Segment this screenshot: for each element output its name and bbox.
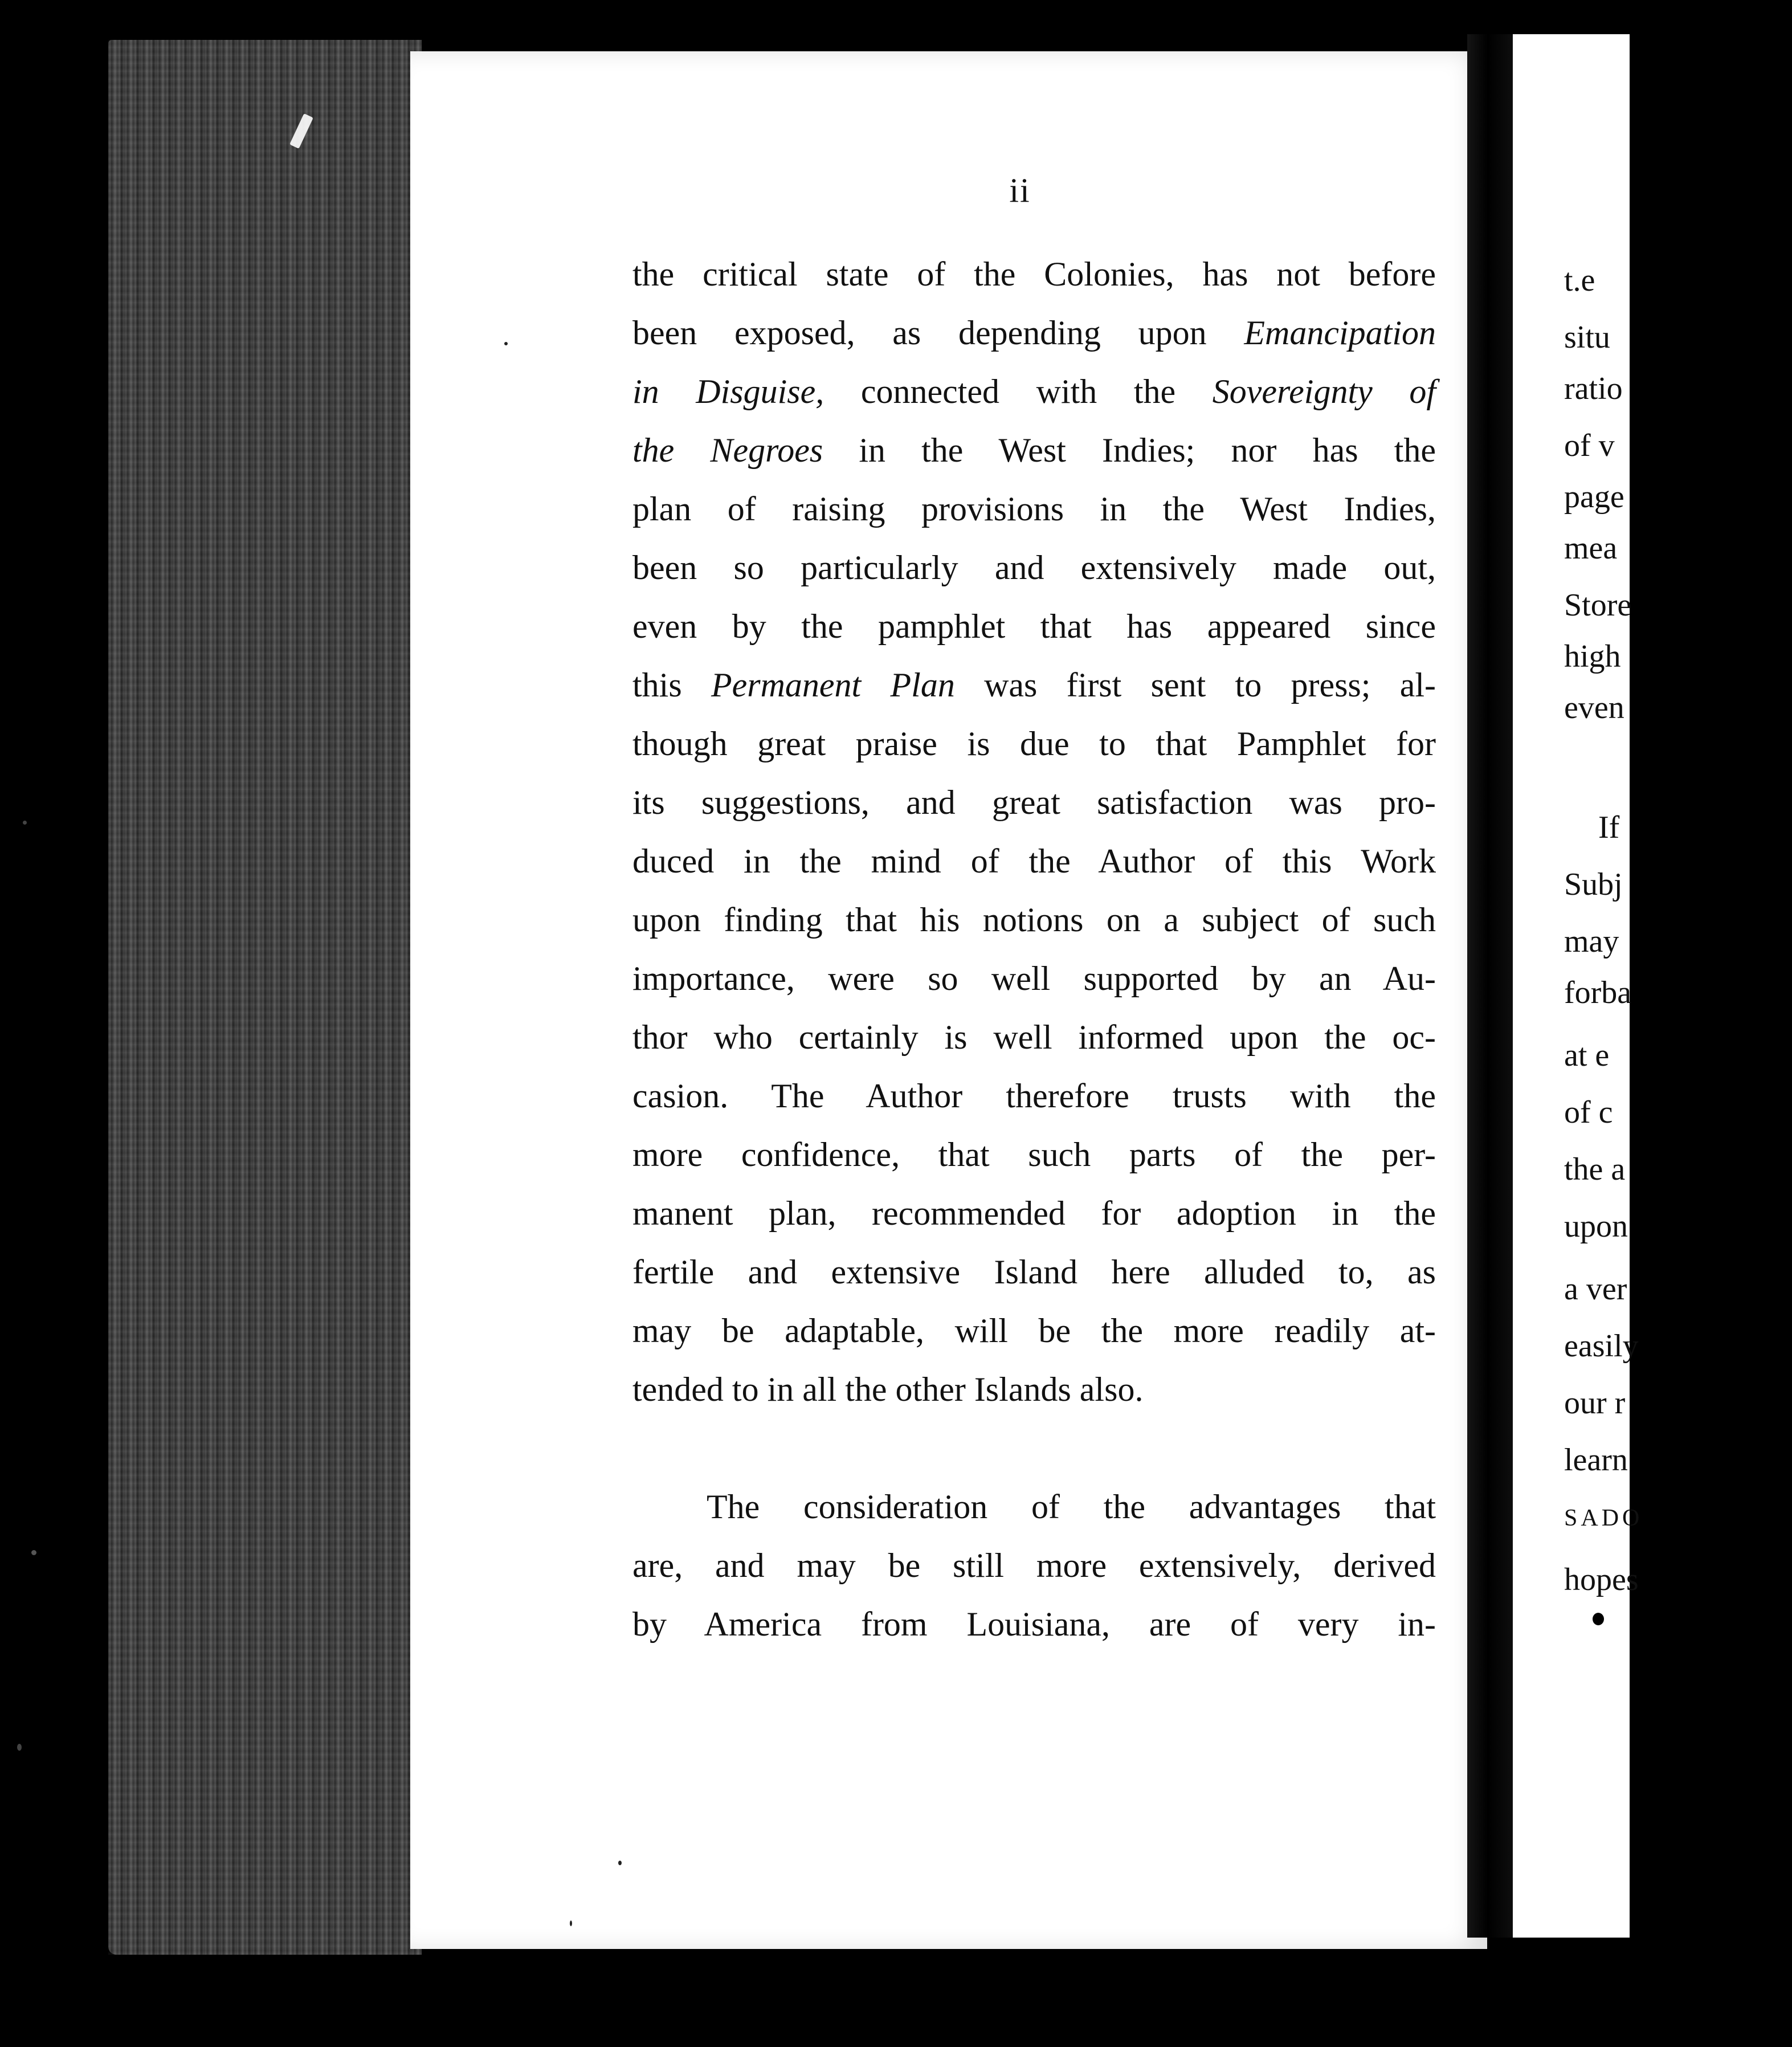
text-line-12: upon finding that his notions on a subject of such xyxy=(632,901,1436,939)
book-fore-edge xyxy=(108,40,422,1955)
text-line-20: tended to in all the other Islands also. xyxy=(632,1371,1144,1408)
italic-sovereignty-of: Sovereignty of xyxy=(1212,373,1436,410)
scan-dust xyxy=(17,1744,22,1751)
facing-line-23: hopes xyxy=(1564,1562,1639,1597)
text-line-1: the critical state of the Colonies, has not before xyxy=(632,255,1436,293)
facing-line-9: even xyxy=(1564,690,1624,725)
text-line-4: the Negroes in the West Indies; nor has the xyxy=(632,431,1436,469)
text-line-10: its suggestions, and great satisfaction was pro- xyxy=(632,784,1436,821)
facing-line-11: Subj xyxy=(1564,867,1623,902)
facing-line-18: a ver xyxy=(1564,1271,1627,1307)
text-line-17: manent plan, recommended for adoption in the xyxy=(632,1194,1436,1232)
text-line-14: thor who certainly is well informed upon the oc- xyxy=(632,1018,1436,1056)
text-line-23: by America from Louisiana, are of very in- xyxy=(632,1605,1436,1643)
facing-line-10: If xyxy=(1598,810,1620,845)
text-line-13: importance, were so well supported by an Au- xyxy=(632,960,1436,997)
italic-permanent-plan: Permanent Plan xyxy=(711,666,955,704)
text-line-5: plan of raising provisions in the West Indies, xyxy=(632,490,1436,528)
ink-speck xyxy=(570,1920,572,1926)
facing-line-17: upon xyxy=(1564,1209,1628,1244)
text-line-7: even by the pamphlet that has appeared since xyxy=(632,607,1436,645)
facing-line-3: ratio xyxy=(1564,371,1623,406)
text-line-9: though great praise is due to that Pamphlet for xyxy=(632,725,1436,762)
facing-line-4: of v xyxy=(1564,428,1615,463)
paragraph-gap xyxy=(632,1419,1436,1478)
italic-the-negroes: the Negroes xyxy=(632,431,823,469)
facing-line-6: mea xyxy=(1564,531,1618,566)
ink-speck xyxy=(618,1861,622,1865)
facing-line-19: easily xyxy=(1564,1328,1639,1364)
scan-dust xyxy=(31,1550,36,1555)
text-line-6: been so particularly and extensively made out, xyxy=(632,549,1436,586)
scan-dust xyxy=(23,821,27,825)
facing-line-16: the a xyxy=(1564,1152,1626,1187)
facing-line-12: may xyxy=(1564,924,1619,959)
facing-line-22: SADO xyxy=(1564,1505,1643,1531)
text-line-21: The consideration of the advantages that xyxy=(707,1488,1436,1526)
text-line-3: in Disguise, connected with the Sovereignty of xyxy=(632,373,1436,410)
facing-line-13: forba xyxy=(1564,975,1632,1010)
facing-line-14: at e xyxy=(1564,1038,1610,1073)
text-line-2: been exposed, as depending upon Emancipation xyxy=(632,314,1436,352)
facing-line-2: situ xyxy=(1564,320,1610,355)
text-line-19: may be adaptable, will be the more readily at- xyxy=(632,1312,1436,1349)
text-line-16: more confidence, that such parts of the per- xyxy=(632,1136,1436,1173)
text-line-15: casion. The Author therefore trusts with the xyxy=(632,1077,1436,1115)
facing-line-1: t.e xyxy=(1564,263,1595,298)
text-line-8: this Permanent Plan was first sent to press; al- xyxy=(632,666,1436,704)
facing-line-20: our r xyxy=(1564,1385,1626,1421)
page-body-text xyxy=(632,245,1436,1654)
ink-blot xyxy=(1593,1613,1604,1625)
text-line-18: fertile and extensive Island here alluded to, as xyxy=(632,1253,1436,1291)
facing-line-5: page xyxy=(1564,479,1624,515)
facing-line-7: Store xyxy=(1564,588,1632,623)
facing-line-8: high xyxy=(1564,639,1621,674)
book-gutter xyxy=(1467,34,1518,1938)
facing-line-15: of c xyxy=(1564,1095,1613,1130)
ink-speck xyxy=(504,342,508,345)
page-number: ii xyxy=(1009,172,1031,209)
facing-line-21: learn xyxy=(1564,1442,1628,1478)
italic-in-disguise: in Disguise, xyxy=(632,373,824,410)
text-line-22: are, and may be still more extensively, derived xyxy=(632,1547,1436,1584)
italic-emancipation: Emancipation xyxy=(1244,314,1436,352)
facing-page xyxy=(1513,34,1643,1938)
text-line-11: duced in the mind of the Author of this Work xyxy=(632,842,1436,880)
